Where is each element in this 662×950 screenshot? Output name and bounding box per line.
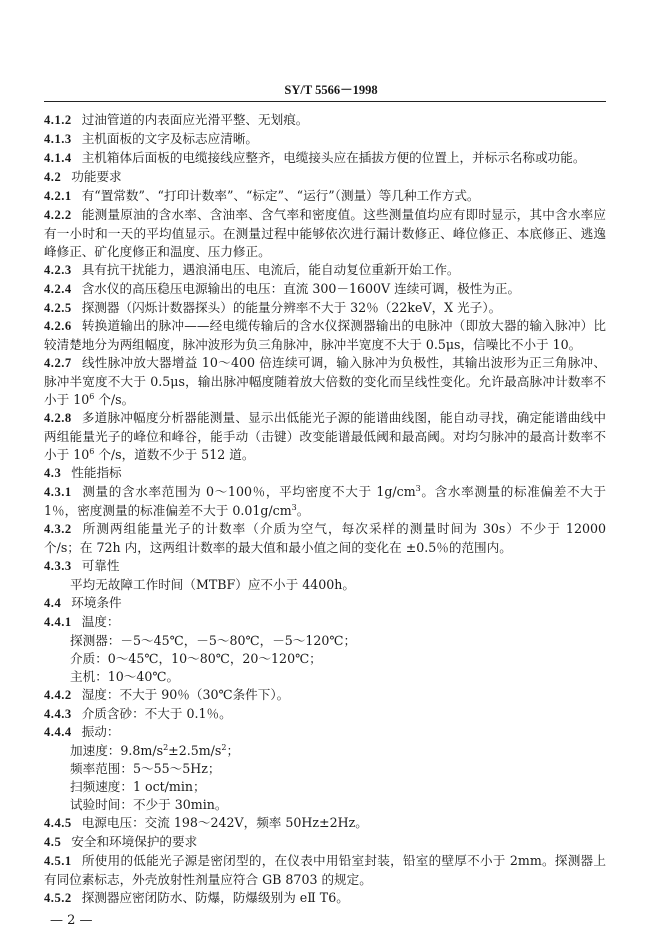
clause-number: 4.4 — [44, 595, 62, 610]
clause-number: 4.4.5 — [44, 816, 72, 831]
clause-number: 4.5.2 — [44, 891, 72, 906]
clause-text: 探测器（闪烁计数器探头）的能量分辨率不大于 32％（22keV，X 光子）。 — [81, 299, 502, 315]
clause-paragraph — [44, 111, 606, 130]
clause-number: 4.3 — [44, 466, 62, 481]
clause-paragraph — [44, 852, 606, 889]
clause-paragraph — [44, 520, 606, 557]
clause-paragraph — [44, 130, 606, 149]
clause-number: 4.2.7 — [44, 356, 72, 371]
clause-text: 主机面板的文字及标志应清晰。 — [81, 130, 258, 146]
clause-text: 转换道输出的脉冲——经电缆传输后的含水仪探测器输出的电脉冲（即放大器的输入脉冲）比较清楚地分为两组幅度，脉冲波形为负三角脉冲，脉冲半宽度不大于 0.5μs，信噪比不小于 10。 — [44, 318, 606, 353]
clause-text: 性能指标 — [71, 465, 122, 481]
clause-paragraph — [44, 778, 606, 796]
clause-paragraph — [44, 889, 606, 908]
clause-paragraph — [44, 206, 606, 261]
clause-paragraph — [44, 632, 606, 650]
clause-number: 4.5 — [44, 835, 62, 850]
clause-text: 功能要求 — [71, 168, 122, 184]
clause-text: 试验时间：不少于 30min。 — [70, 797, 228, 813]
clause-paragraph — [44, 557, 606, 576]
clause-number: 4.1.3 — [44, 131, 72, 146]
clause-text: 。 — [296, 503, 310, 519]
superscript: 2 — [221, 743, 227, 753]
clause-paragraph — [44, 299, 606, 318]
clause-number: 4.2.8 — [44, 411, 72, 426]
clause-text: 个/s。 — [94, 392, 135, 408]
clause-text: 主机箱体后面板的电缆接线应整齐，电缆接头应在插拔方便的位置上，并标示名称或功能。 — [81, 149, 586, 165]
clause-text: 频率范围：5～55～5Hz； — [70, 761, 221, 777]
clause-text: 。含水率测量的标准偏差不大于 1％，密度测量的标准偏差不大于 0.01g/cm — [44, 484, 606, 519]
clause-paragraph — [44, 187, 606, 206]
clause-paragraph — [44, 354, 606, 409]
clause-number: 4.4.2 — [44, 687, 72, 702]
clause-text: ； — [226, 743, 240, 759]
clause-paragraph — [44, 168, 606, 187]
clause-number: 4.2.5 — [44, 300, 72, 315]
clause-text: 具有抗干扰能力，遇浪涌电压、电流后，能自动复位重新开始工作。 — [81, 261, 460, 277]
clause-text: 温度： — [81, 613, 120, 629]
clause-text: 过油管道的内表面应光滑平整、无划痕。 — [81, 112, 309, 127]
clause-paragraph — [44, 483, 606, 520]
clause-text: 多道脉冲幅度分析器能测量、显示出低能光子源的能谱曲线图，能自动寻找，确定能谱曲线中两组能量光子的峰位和峰谷，能手动（击键）改变能谱最低阈和最高阈。对均匀脉冲的最高计数率不小于 10 — [44, 410, 606, 463]
clause-paragraph — [44, 576, 606, 594]
clause-text: 平均无故障工作时间（MTBF）应不小于 4400h。 — [70, 576, 355, 592]
clause-text: 主机：10～40℃。 — [70, 668, 180, 684]
clause-text: 振动： — [81, 724, 120, 740]
clause-text: ±2.5m/s — [168, 743, 222, 759]
clause-number: 4.1.4 — [44, 150, 72, 165]
clause-text: 个/s，道数不少于 512 道。 — [94, 447, 255, 463]
clause-paragraph — [44, 149, 606, 168]
clause-text: 扫频速度：1 oct/min； — [70, 779, 206, 795]
clause-paragraph — [44, 833, 606, 852]
clause-paragraph — [44, 686, 606, 705]
clause-text: 安全和环境保护的要求 — [71, 834, 198, 850]
superscript: 2 — [163, 743, 169, 753]
superscript: 3 — [291, 502, 297, 512]
clause-number: 4.4.1 — [44, 614, 72, 629]
clause-number: 4.4.4 — [44, 725, 72, 740]
clause-paragraph — [44, 613, 606, 632]
clause-text: 线性脉冲放大器增益 10～400 倍连续可调，输入脉冲为负极性，其输出波形为正三角脉冲、脉冲半宽度不大于 0.5μs，输出脉冲幅度随着放大倍数的变化而呈线性变化。允许最高脉冲计数率不小于 10 — [44, 355, 606, 408]
clause-text: 湿度：不大于 90％（30℃条件下）。 — [81, 686, 290, 702]
clause-number: 4.2.2 — [44, 207, 72, 222]
page-number: — 2 — — [50, 912, 93, 928]
clause-number: 4.5.1 — [44, 854, 72, 869]
clause-text: 有“置常数”、“打印计数率”、“标定”、“运行”（测量）等几种工作方式。 — [81, 187, 480, 203]
clause-paragraph — [44, 317, 606, 354]
clause-paragraph — [44, 464, 606, 483]
clause-paragraph — [44, 723, 606, 742]
clause-text: 探测器：－5～45℃，－5～80℃，－5～120℃； — [70, 632, 357, 648]
clause-text: 所测两组能量光子的计数率（介质为空气，每次采样的测量时间为 30s）不少于 12000 个/s；在 72h 内，这两组计数率的最大值和最小值之间的变化在 ±0.5％的范围内。 — [44, 520, 606, 555]
clause-number: 4.2.4 — [44, 281, 72, 296]
clause-number: 4.1.2 — [44, 113, 72, 127]
clause-number: 4.2.3 — [44, 262, 72, 277]
clause-number: 4.2.6 — [44, 319, 72, 334]
clause-text: 含水仪的高压稳压电源输出的电压：直流 300－1600V 连续可调，极性为正。 — [81, 280, 521, 296]
clause-paragraph — [44, 261, 606, 280]
clause-paragraph — [44, 594, 606, 613]
clause-paragraph — [44, 280, 606, 299]
clause-text: 介质含砂：不大于 0.1％。 — [81, 705, 232, 721]
document-body — [44, 111, 606, 908]
clause-paragraph — [44, 668, 606, 686]
clause-text: 测量的含水率范围为 0～100％，平均密度不大于 1g/cm — [81, 484, 416, 500]
clause-paragraph — [44, 742, 606, 760]
clause-paragraph — [44, 796, 606, 814]
clause-number: 4.2 — [44, 169, 62, 184]
clause-number: 4.3.3 — [44, 558, 72, 573]
clause-text: 能测量原油的含水率、含油率、含气率和密度值。这些测量值均应有即时显示，其中含水率应有一小时和一天的平均值显示。在测量过程中能够依次进行漏计数修正、峰位修正、本底修正、逃逸峰修正、矿化度修正和温度、压力修正。 — [44, 206, 606, 259]
clause-number: 4.3.2 — [44, 521, 72, 536]
clause-text: 加速度：9.8m/s — [70, 743, 164, 759]
clause-paragraph — [44, 409, 606, 464]
clause-number: 4.4.3 — [44, 706, 72, 721]
clause-paragraph — [44, 650, 606, 668]
clause-text: 所使用的低能光子源是密闭型的，在仪表中用铅室封装，铅室的壁厚不小于 2mm。探测器上有同位素标志，外壳放射性剂量应符合 GB 8703 的规定。 — [44, 853, 606, 888]
superscript: 3 — [415, 483, 421, 493]
superscript: 6 — [89, 392, 95, 402]
clause-paragraph — [44, 705, 606, 724]
clause-text: 环境条件 — [71, 594, 122, 610]
clause-text: 可靠性 — [81, 557, 120, 573]
clause-paragraph — [44, 760, 606, 778]
clause-text: 介质：0～45℃，10～80℃，20～120℃； — [70, 650, 322, 666]
document-header: SY/T 5566－1998 — [284, 83, 378, 97]
clause-number: 4.2.1 — [44, 188, 72, 203]
clause-text: 探测器应密闭防水、防爆，防爆级别为 eⅡ T6。 — [81, 890, 349, 906]
clause-number: 4.3.1 — [44, 485, 72, 500]
clause-paragraph — [44, 814, 606, 833]
superscript: 6 — [89, 446, 95, 456]
clause-text: 电源电压：交流 198～242V，频率 50Hz±2Hz。 — [81, 815, 368, 831]
